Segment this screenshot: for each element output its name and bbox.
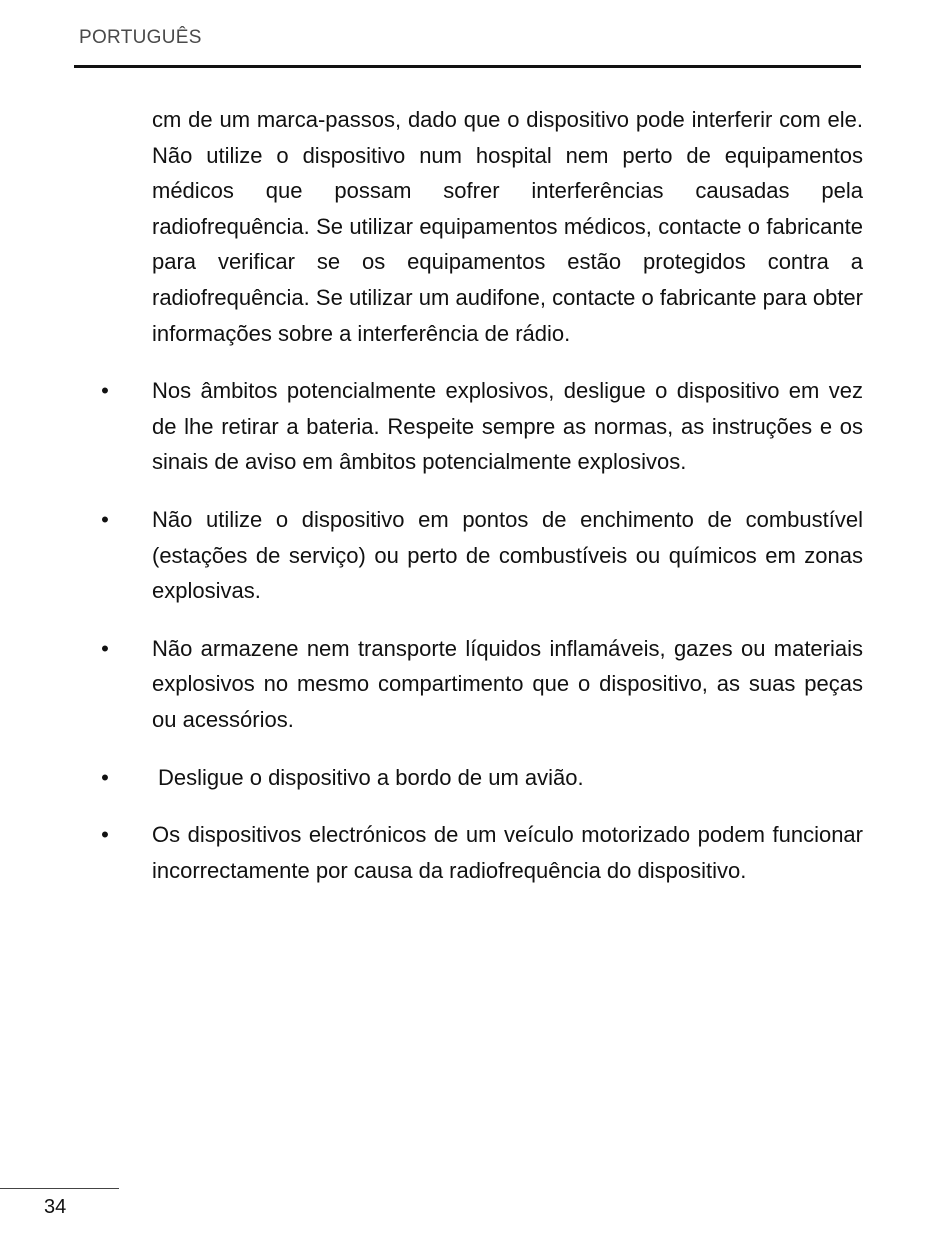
bullet-icon: •	[101, 764, 109, 790]
section-header: PORTUGUÊS	[79, 27, 202, 48]
list-item	[101, 502, 863, 609]
intro-paragraph: cm de um marca-passos, dado que o dispositivo pode interferir com ele. Não utilize o dispositivo num hospital nem perto de equipamentos médicos que possam sofrer interferências causadas pela radiofrequência. Se utilizar equipamentos médicos, contacte o fabricante para verificar se os equipamentos estão protegidos contra a radiofrequência. Se utilizar um audifone, contacte o fabricante para obter informações sobre a interferência de rádio.	[152, 107, 863, 346]
list-item-text: Nos âmbitos potencialmente explosivos, desligue o dispositivo em vez de lhe retirar a bateria. Respeite sempre as normas, as instruções e os sinais de aviso em âmbitos potencialmente explosivos.	[152, 378, 863, 475]
list-item-text: Desligue o dispositivo a bordo de um avião.	[158, 764, 584, 790]
bullet-icon: •	[101, 378, 109, 404]
list-item-text: Não armazene nem transporte líquidos inflamáveis, gazes ou materiais explosivos no mesmo compartimento que o dispositivo, as suas peças ou acessórios.	[152, 635, 863, 732]
list-item	[101, 760, 863, 796]
list-item-text: Não utilize o dispositivo em pontos de enchimento de combustível (estações de serviço) ou perto de combustíveis ou químicos em zonas explosivas.	[152, 506, 863, 604]
bullet-icon: •	[101, 635, 109, 661]
bullet-icon: •	[101, 822, 109, 848]
list-item	[101, 817, 863, 888]
bullet-icon: •	[101, 506, 109, 532]
page-body	[101, 102, 863, 888]
header-divider	[74, 65, 861, 68]
page-number: 34	[44, 1196, 67, 1218]
list-item	[101, 373, 863, 480]
footer-divider	[0, 1188, 119, 1189]
list-item	[101, 631, 863, 738]
list-item-text: Os dispositivos electrónicos de um veículo motorizado podem funcionar incorrectamente por causa da radiofrequência do dispositivo.	[152, 822, 863, 883]
